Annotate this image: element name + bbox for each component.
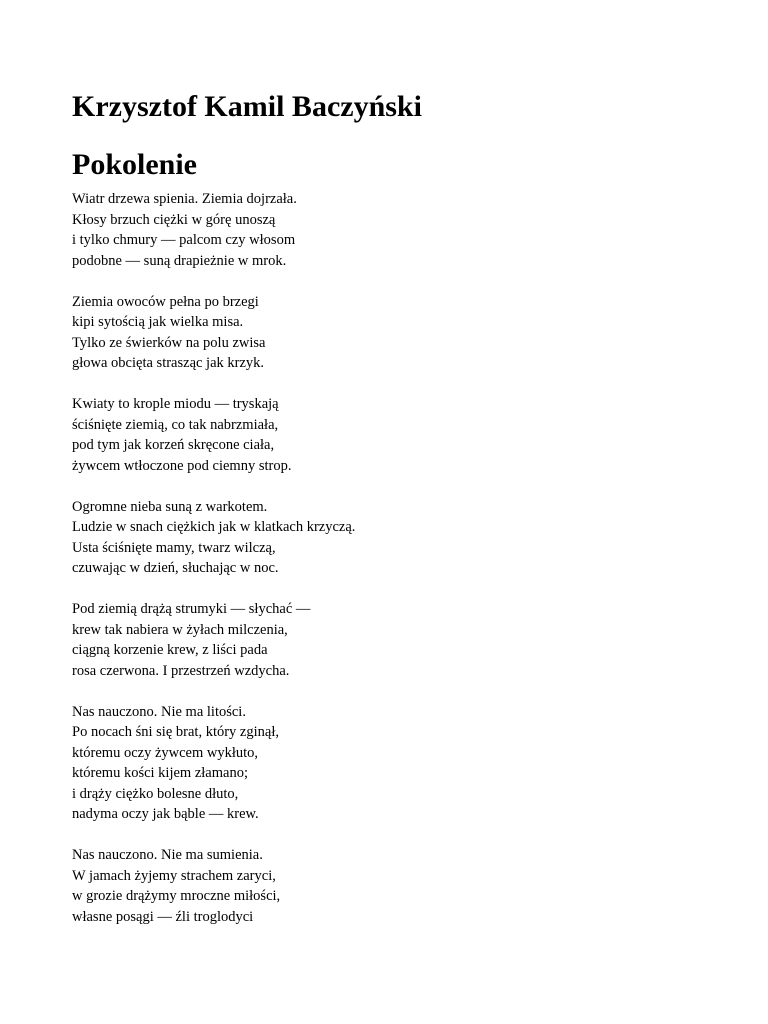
stanza-2 <box>72 292 712 374</box>
poem-line: kipi sytością jak wielka misa. <box>72 314 244 330</box>
poem-line: któremu kości kijem złamano; <box>72 765 248 781</box>
poem-line: krew tak nabiera w żyłach milczenia, <box>72 621 288 638</box>
stanza-5 <box>72 599 712 681</box>
poem-line: pod tym jak korzeń skręcone ciała, <box>72 437 275 453</box>
poem-line: Wiatr drzewa spienia. Ziemia dojrzała. <box>72 191 297 207</box>
poem-line: ciągną korzenie krew, z liści pada <box>72 642 268 658</box>
poem-line: czuwając w dzień, słuchając w noc. <box>72 560 279 576</box>
poem-line: Kwiaty to krople miodu — tryskają <box>72 396 279 412</box>
poem-line: Kłosy brzuch ciężki w górę unoszą <box>72 211 276 228</box>
stanza-4 <box>72 497 712 579</box>
poem-line: i drąży ciężko bolesne dłuto, <box>72 785 239 802</box>
poem-line: ściśnięte ziemią, co tak nabrzmiała, <box>72 416 279 433</box>
document-page <box>72 88 712 948</box>
poem-line: któremu oczy żywcem wykłuto, <box>72 744 259 761</box>
poem-line: Nas nauczono. Nie ma litości. <box>72 703 246 720</box>
poem-line: Po nocach śni się brat, który zginął, <box>72 724 279 740</box>
poem-line: Ludzie w snach ciężkich jak w klatkach krzyczą. <box>72 519 356 535</box>
poem-line: głowa obcięta strasząc jak krzyk. <box>72 355 265 371</box>
poem-title: Pokolenie <box>72 148 197 181</box>
author-heading: Krzysztof Kamil Baczyński <box>72 90 422 123</box>
poem-line: nadyma oczy jak bąble — krew. <box>72 806 259 822</box>
poem-line: Nas nauczono. Nie ma sumienia. <box>72 847 263 863</box>
poem-line: własne posągi — źli troglodyci <box>72 908 254 925</box>
stanza-1 <box>72 189 712 271</box>
poem-line: W jamach żyjemy strachem zaryci, <box>72 867 276 884</box>
poem-line: Ziemia owoców pełna po brzegi <box>72 293 259 310</box>
stanza-3 <box>72 394 712 476</box>
poem-line: Pod ziemią drążą strumyki — słychać — <box>72 601 311 617</box>
stanza-7 <box>72 845 712 927</box>
poem-line: Ogromne nieba suną z warkotem. <box>72 498 268 515</box>
poem-line: żywcem wtłoczone pod ciemny strop. <box>72 457 292 474</box>
poem-line: Tylko ze świerków na polu zwisa <box>72 334 266 351</box>
poem-line: i tylko chmury — palcom czy włosom <box>72 232 296 248</box>
poem-line: rosa czerwona. I przestrzeń wzdycha. <box>72 662 290 679</box>
stanza-6 <box>72 702 712 825</box>
poem-body <box>72 189 712 927</box>
poem-line: podobne — suną drapieżnie w mrok. <box>72 252 287 269</box>
poem-line: w grozie drążymy mroczne miłości, <box>72 888 281 904</box>
poem-line: Usta ściśnięte mamy, twarz wilczą, <box>72 539 276 556</box>
